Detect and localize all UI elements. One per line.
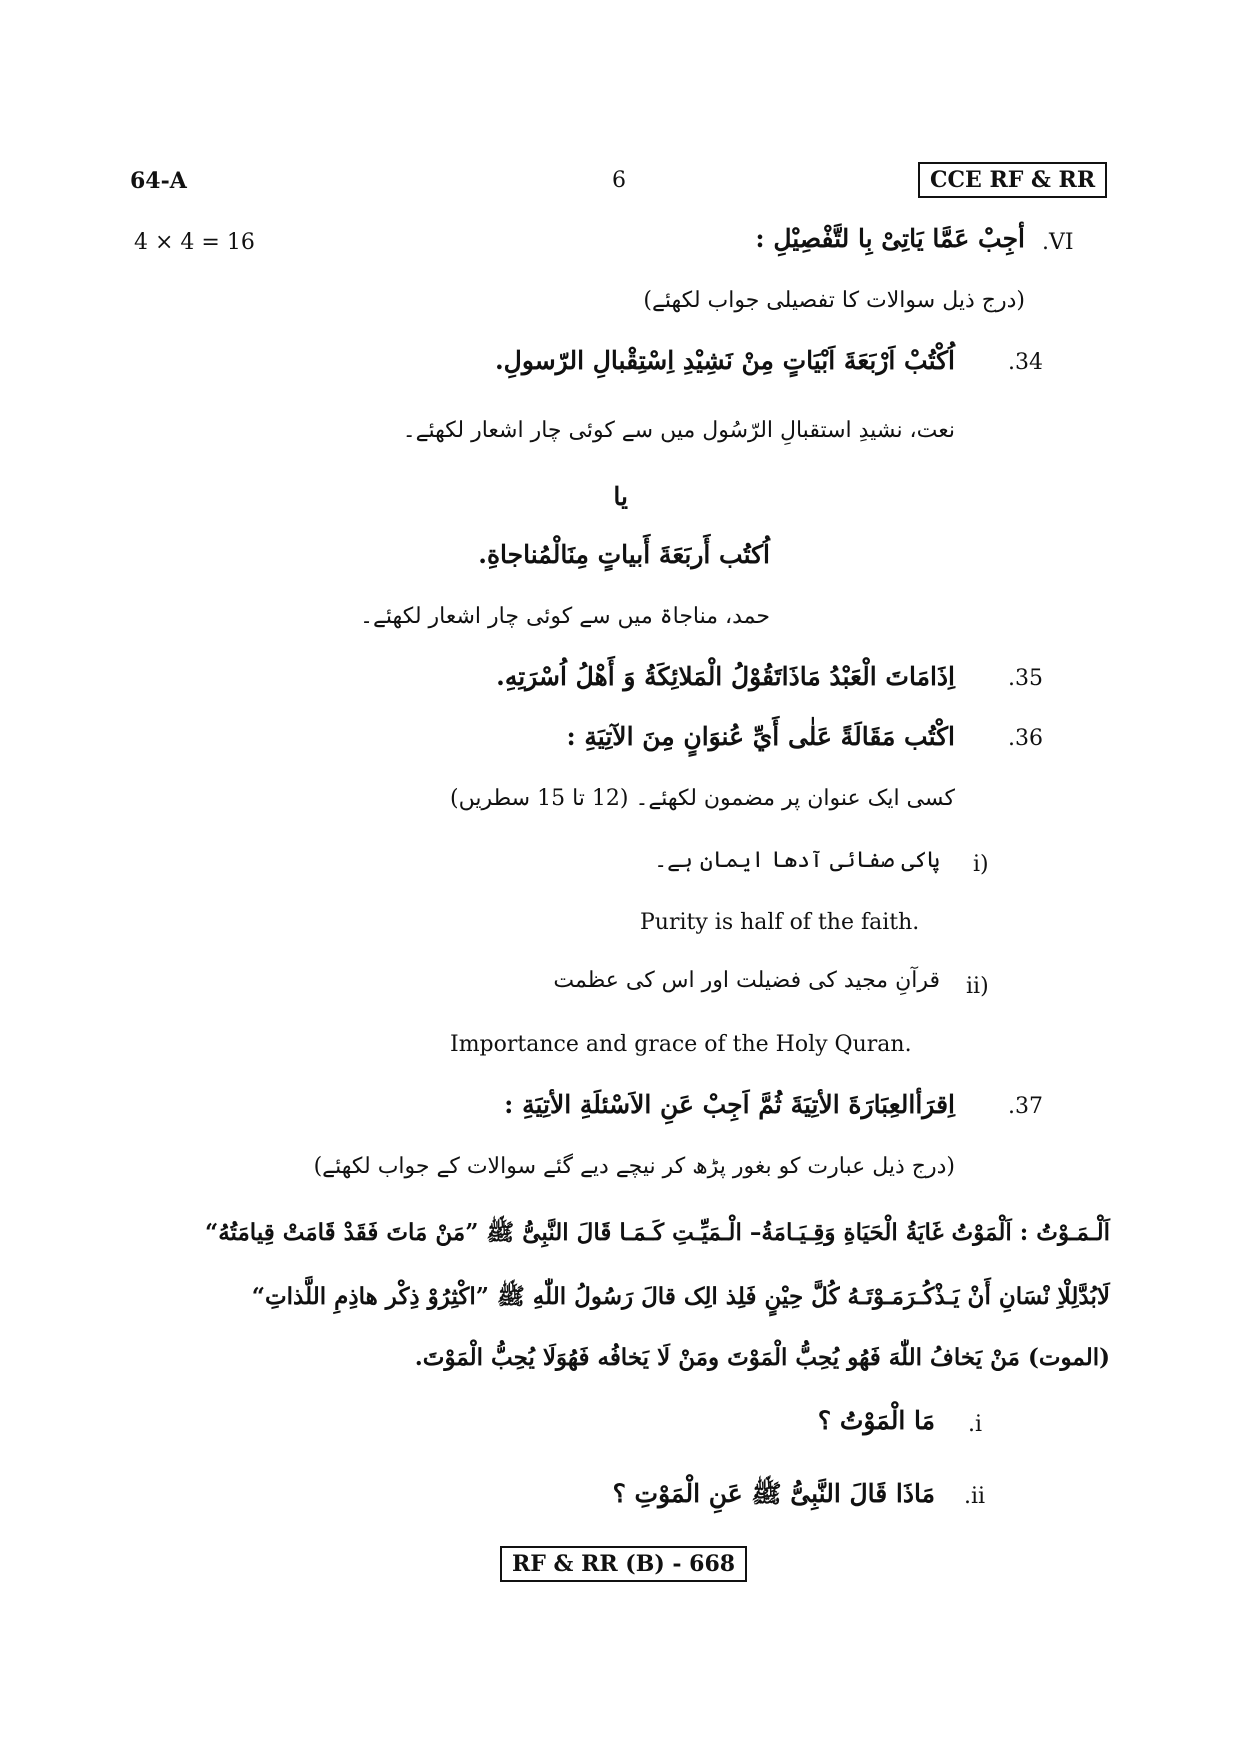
q37-arabic: اِقرَأالعِبَارَةَ الأتِيَةَ ثُمَّ اَجِبْ عَنِ الاَسْئلَةِ الأتِيَةِ : <box>504 1090 955 1119</box>
footer-badge: RF & RR (B) - 668 <box>500 1546 747 1582</box>
header-badge: CCE RF & RR <box>918 162 1107 198</box>
q36-urdu: کسی ایک عنوان پر مضمون لکھئے۔ (12 تا 15 سطریں) <box>450 786 955 811</box>
q36-item-ii-urdu: قرآنِ مجید کی فضیلت اور اس کی عظمت <box>553 968 940 993</box>
q34-alt-urdu: حمد، مناجاۃ میں سے کوئی چار اشعار لکھئے۔ <box>360 604 770 629</box>
q35-number: .35 <box>1008 666 1043 691</box>
q36-item-ii-english: Importance and grace of the Holy Quran. <box>450 1032 912 1057</box>
q37-urdu: (درج ذیل عبارت کو بغور پڑھ کر نیچے دیے گئے سوالات کے جواب لکھئے) <box>313 1154 955 1179</box>
q36-number: .36 <box>1008 726 1043 751</box>
q36-item-ii-label: ii) <box>966 974 989 999</box>
q37-question-i-label: .i <box>968 1412 983 1437</box>
q34-or: یا <box>613 482 628 511</box>
q37-question-ii: مَاذَا قَالَ النَّبِىُّ ﷺ عَنِ الْمَوْتِ ؟ <box>612 1479 935 1508</box>
q34-number: .34 <box>1008 350 1043 375</box>
section-marks: 4 × 4 = 16 <box>134 230 255 255</box>
q37-passage-line-3: (الموت) مَنْ يَخافُ اللّٰهَ فَهُو يُحِبُّ الْمَوْتَ ومَنْ لَا يَخافُه فَهُوَلَا يُحِبُّ الْمَوْتَ. <box>414 1344 1110 1371</box>
q37-question-ii-label: .ii <box>964 1484 986 1509</box>
q37-question-i: مَا الْمَوْتُ ؟ <box>817 1406 935 1435</box>
q36-item-i-label: i) <box>973 852 989 877</box>
paper-code: 64-A <box>130 168 187 194</box>
q34-arabic: اُكْتُبْ اَرْبَعَةَ اَبْيَاتٍ مِنْ نَشِيْدِ اِسْتِقْبالِ الرّسولِ. <box>494 346 955 375</box>
page-number: 6 <box>612 168 626 193</box>
q36-item-i-english: Purity is half of the faith. <box>640 910 920 935</box>
q37-passage-line-1: اَلْـمَـوْتُ : اَلْمَوْتُ غَايَةُ الْحَيَاةِ وَقِـيَـامَةُ– الْـمَيِّـتِ كَـمَـا قَالَ النَّبِىُّ ﷺ ”مَنْ مَاتَ فَقَدْ قَامَتْ قِيامَتُهُ“ <box>204 1219 1110 1246</box>
q36-item-i-urdu: پاکی صفائی آدھا ایمان ہے۔ <box>654 848 940 873</box>
section-heading-ur: (درج ذیل سوالات کا تفصیلی جواب لکھئے) <box>643 288 1025 313</box>
q34-urdu: نعت، نشیدِ استقبالِ الرّسُول میں سے کوئی چار اشعار لکھئے۔ <box>402 418 955 443</box>
q37-passage-line-2: لَابُدَّلِلْاِ نْسَانِ أَنْ يَـذْكُـرَمَـوْتَـهُ كُلَّ حِيْنٍ فَلِذ الِک قالَ رَسُولُ اللّٰهِ ﷺ ”اكْثِرُوْ ذِكْر هاذِمِ اللَّذاتِ“ <box>251 1283 1110 1310</box>
q36-arabic: اكْتُب مَقَالَةً عَلٰى أَيِّ عُنوَانٍ مِنَ الآتِيَةِ : <box>566 722 955 751</box>
section-label: .VI <box>1042 230 1074 255</box>
q34-alt-arabic: اُكتُب أَربَعَةَ أَبياتٍ مِنَالْمُناجاةِ. <box>478 540 770 569</box>
q37-number: .37 <box>1008 1094 1043 1119</box>
q35-arabic: اِذَامَاتَ الْعَبْدُ مَاذَاتَقُوْلُ الْمَلائِكَةُ وَ أَهْلُ اُسْرَتِهِ. <box>496 662 955 691</box>
section-heading-ar: أجِبْ عَمَّا يَاتِىْ بِا لتَّفْصِيْلِ : <box>755 224 1025 253</box>
